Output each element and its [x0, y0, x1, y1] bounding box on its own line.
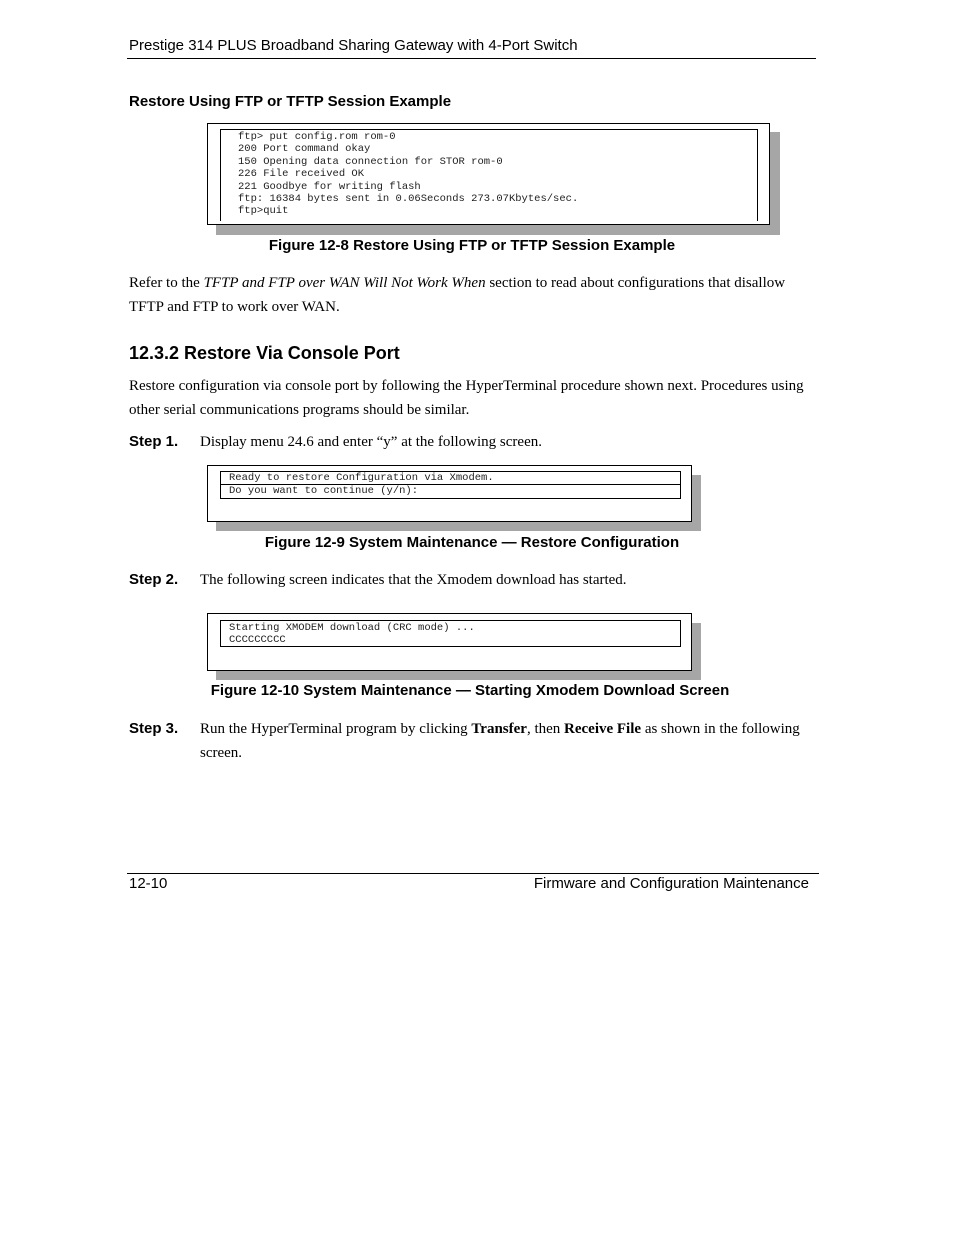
- step-text: [200, 717, 810, 765]
- step-text-part: as shown in the following screen.: [200, 721, 800, 761]
- step-text-part: Run the HyperTerminal program by clicking: [200, 721, 472, 737]
- xmodem-download-inner: [220, 620, 681, 647]
- menu-name-transfer: Transfer: [471, 721, 527, 737]
- page-number: 12-10: [129, 875, 168, 892]
- para-text: section to read about configurations that disallow TFTP and FTP to work over WAN.: [129, 275, 786, 315]
- code-line: ftp: 16384 bytes sent in 0.06Seconds 273.07Kbytes/sec.: [238, 193, 579, 206]
- subsection-heading: Restore Using FTP or TFTP Session Example: [129, 93, 452, 110]
- step-label: Step 2.: [129, 571, 179, 588]
- code-line: 150 Opening data connection for STOR rom-0: [238, 155, 503, 168]
- restore-config-inner: [220, 471, 681, 499]
- code-line: ftp>quit: [238, 205, 289, 218]
- step-label: Step 3.: [129, 720, 179, 737]
- xmodem-download-screen: [207, 613, 692, 671]
- section-heading: 12.3.2 Restore Via Console Port: [129, 343, 400, 363]
- menu-name-receive-file: Receive File: [564, 721, 642, 737]
- running-header: Prestige 314 PLUS Broadband Sharing Gateway with 4-Port Switch: [129, 37, 578, 54]
- code-line: Ready to restore Configuration via Xmodem.: [221, 472, 680, 485]
- figure-caption: Figure 12-9 System Maintenance — Restore Configuration: [264, 534, 680, 551]
- intro-paragraph: Restore configuration via console port by following the HyperTerminal procedure shown next. Procedures using other serial communications programs should be similar.: [129, 378, 804, 418]
- code-line: 200 Port command okay: [238, 143, 371, 156]
- step-text-part: , then: [526, 721, 565, 737]
- ftp-session-inner: [220, 129, 758, 221]
- code-line: 221 Goodbye for writing flash: [238, 180, 421, 193]
- chapter-title: Firmware and Configuration Maintenance: [533, 875, 809, 892]
- para-text: Refer to the: [129, 275, 204, 291]
- code-line: ftp> put config.rom rom-0: [238, 131, 396, 143]
- cross-reference: TFTP and FTP over WAN Will Not Work When: [203, 275, 486, 291]
- code-line: 226 File received OK: [238, 168, 365, 181]
- ftp-session-screen: [207, 123, 770, 225]
- code-line: CCCCCCCCC: [229, 634, 286, 647]
- step-text: The following screen indicates that the Xmodem download has started.: [200, 572, 627, 588]
- footer-rule: [127, 873, 819, 874]
- step-text: Display menu 24.6 and enter “y” at the following screen.: [200, 434, 542, 450]
- figure-caption: Figure 12-10 System Maintenance — Starting Xmodem Download Screen: [210, 682, 730, 699]
- restore-config-screen: [207, 465, 692, 522]
- step-label: Step 1.: [129, 433, 179, 450]
- header-rule: [127, 58, 816, 59]
- code-line: Starting XMODEM download (CRC mode) ...: [229, 622, 475, 634]
- ftp-paragraph: [129, 271, 819, 319]
- figure-caption: Figure 12-8 Restore Using FTP or TFTP Session Example: [268, 237, 676, 254]
- code-line: Do you want to continue (y/n):: [229, 485, 419, 497]
